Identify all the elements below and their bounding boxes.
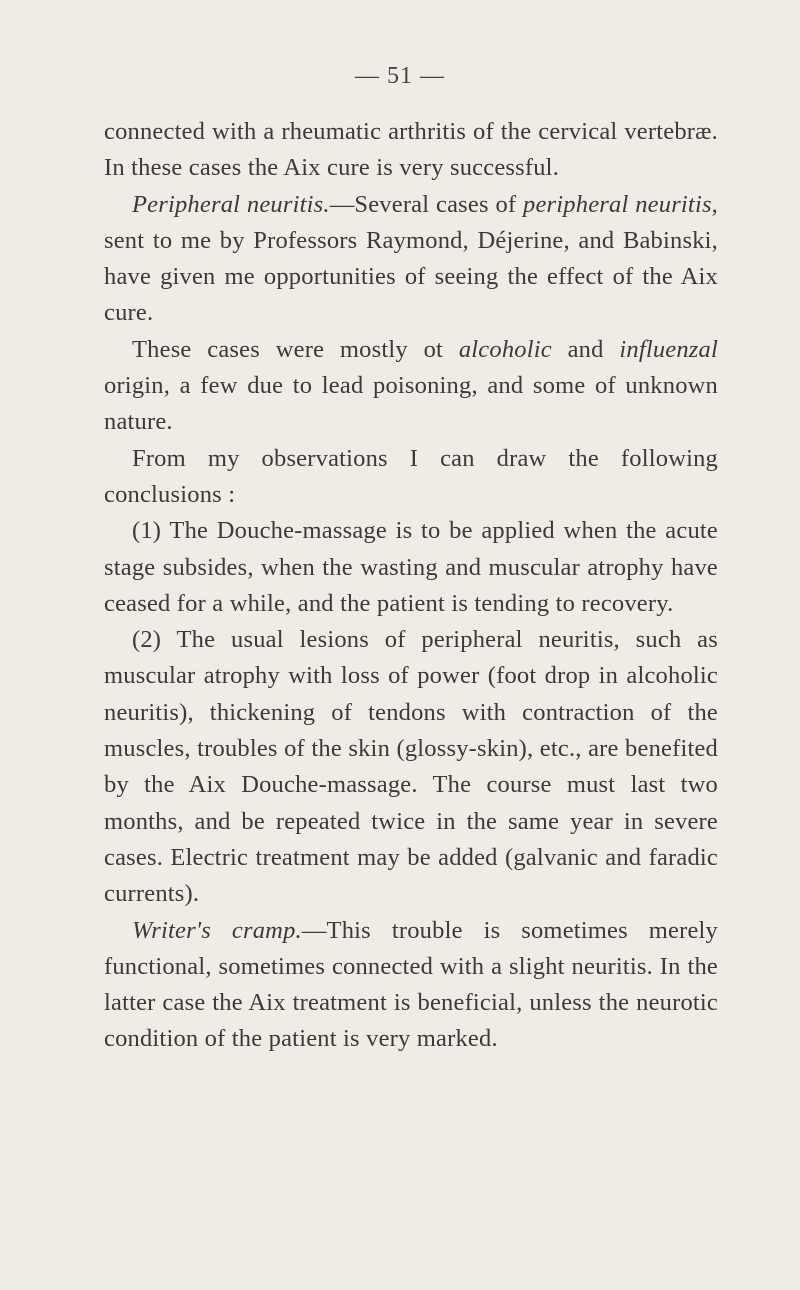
paragraph-text: origin, a few due to lead poisoning, and some of unknown nature. — [104, 372, 718, 436]
paragraph-text: —This trouble is sometimes merely functional, sometimes connected with a slight neuritis. In the latter case the Aix treatment is beneficial, unless the neurotic condition of the patient is very marked. — [104, 916, 718, 1053]
section-heading-peripheral-neuritis: Peripheral neuritis. — [132, 190, 330, 218]
page-number: — 51 — — [355, 63, 445, 89]
paragraph-conclusion-1: (1) The Douche-massage is to be applied when the acute stage subsides, when the wasting and muscular atrophy have ceased for a while, and the patient is tending to recovery. — [104, 517, 718, 617]
paragraph-text: and — [551, 335, 620, 363]
paragraph-text: —Several cases of — [329, 190, 524, 218]
paragraph-text: These cases were mostly ot — [132, 335, 459, 363]
italic-term-alcoholic: alcoholic — [458, 335, 552, 363]
paragraph-writers-cramp — [104, 913, 718, 1058]
paragraph-origins — [104, 332, 718, 441]
italic-term: peripheral neuritis, — [523, 190, 719, 218]
italic-term-influenzal: influenzal — [619, 335, 718, 363]
paragraph-peripheral-neuritis — [104, 187, 718, 332]
paragraph-cervical-arthritis: connected with a rheumatic arthritis of the cervical vertebræ. In these cases the Aix cure is very successful. — [104, 118, 718, 182]
paragraph-conclusions-intro: From my observations I can draw the following conclusions : — [104, 444, 718, 508]
body-text — [104, 114, 718, 1058]
paragraph-conclusion-2: (2) The usual lesions of peripheral neuritis, such as muscular atrophy with loss of power (foot drop in alcoholic neuritis), thickening of tendons with contraction of the muscles, troubles of the skin (glossy-skin), etc., are benefited by the Aix Douche-massage. The course must last two months, and be repeated twice in the same year in severe cases. Electric treatment may be added (galvanic and faradic currents). — [104, 626, 718, 908]
section-heading-writers-cramp: Writer's cramp. — [132, 916, 302, 944]
paragraph-text: sent to me by Professors Raymond, Déjerine, and Babinski, have given me opportunities of seeing the effect of the Aix cure. — [104, 226, 718, 327]
